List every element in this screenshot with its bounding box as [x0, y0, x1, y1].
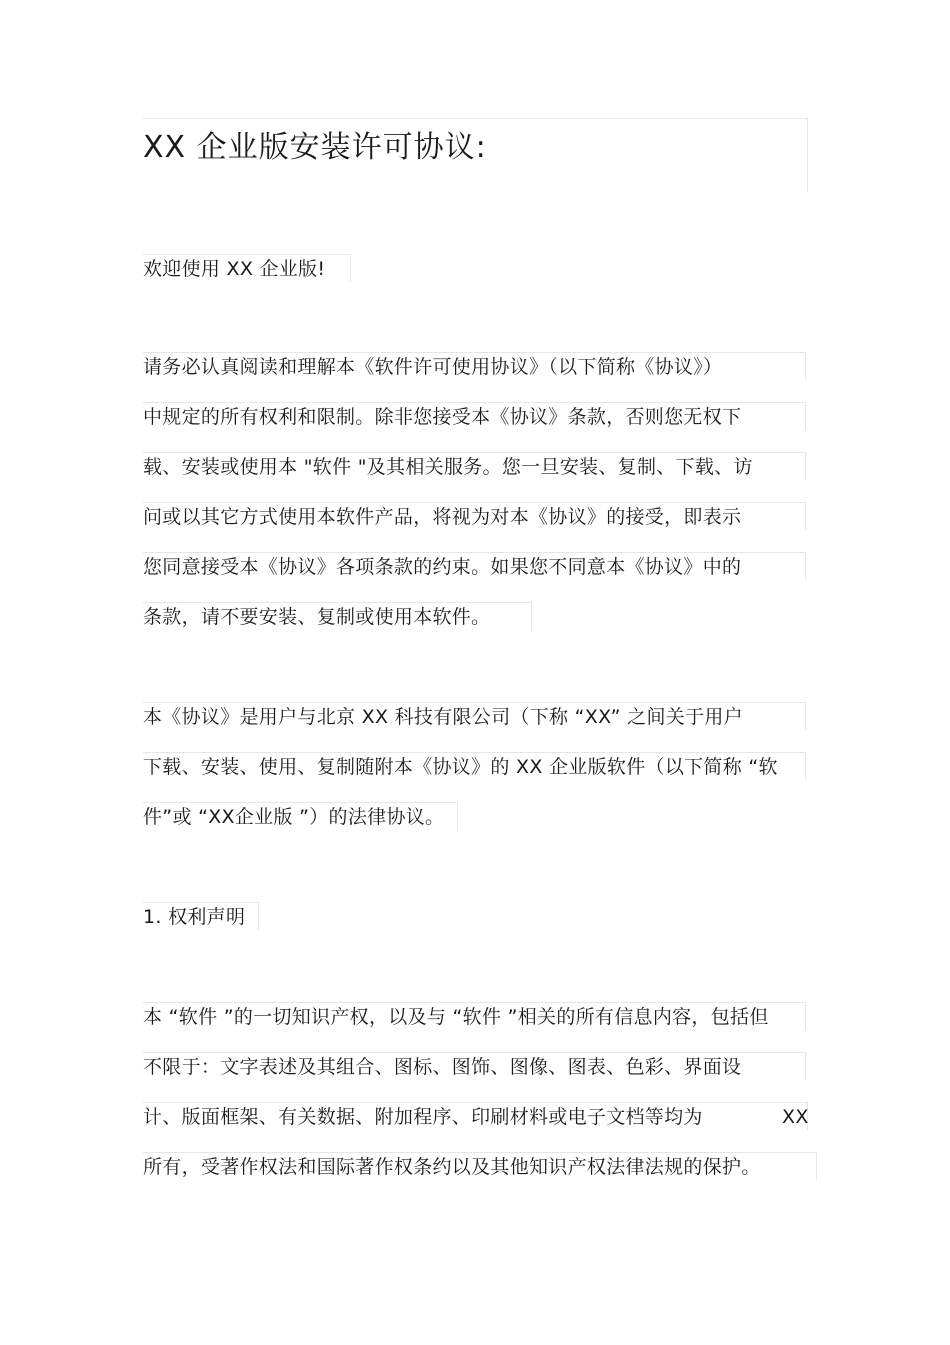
para1-line: 您同意接受本《协议》各项条款的约束。如果您不同意本《协议》中的	[143, 556, 742, 578]
para2-line: 下载、安装、使用、复制随附本《协议》的 XX 企业版软件（以下简称 “软	[143, 756, 778, 778]
para3-line: 不限于：文字表述及其组合、图标、图饰、图像、图表、色彩、界面设	[143, 1056, 742, 1078]
document-title: XX 企业版安装许可协议:	[143, 130, 487, 165]
welcome-line: 欢迎使用 XX 企业版!	[143, 258, 326, 280]
section-heading: 1. 权利声明	[143, 906, 246, 928]
para3-line: 计、版面框架、有关数据、附加程序、印刷材料或电子文档等均为	[143, 1106, 703, 1128]
para1-line: 中规定的所有权利和限制。除非您接受本《协议》条款，否则您无权下	[143, 406, 742, 428]
para1-line: 载、安装或使用本 "软件 "及其相关服务。您一旦安装、复制、下载、访	[143, 456, 753, 478]
para3-trailing-xx: XX	[782, 1106, 809, 1128]
para1-line: 问或以其它方式使用本软件产品，将视为对本《协议》的接受，即表示	[143, 506, 742, 528]
para2-line: 本《协议》是用户与北京 XX 科技有限公司（下称 “XX” 之间关于用户	[143, 706, 743, 728]
para3-line: 所有，受著作权法和国际著作权条约以及其他知识产权法律法规的保护。	[143, 1156, 761, 1178]
para1-line: 条款，请不要安装、复制或使用本软件。	[143, 606, 491, 628]
para2-line: 件”或 “XX企业版 ”）的法律协议。	[143, 806, 445, 828]
para1-line: 请务必认真阅读和理解本《软件许可使用协议》（以下简称《协议》）	[143, 356, 723, 378]
para3-line: 本 “软件 ”的一切知识产权，以及与 “软件 ”相关的所有信息内容，包括但	[143, 1006, 769, 1028]
